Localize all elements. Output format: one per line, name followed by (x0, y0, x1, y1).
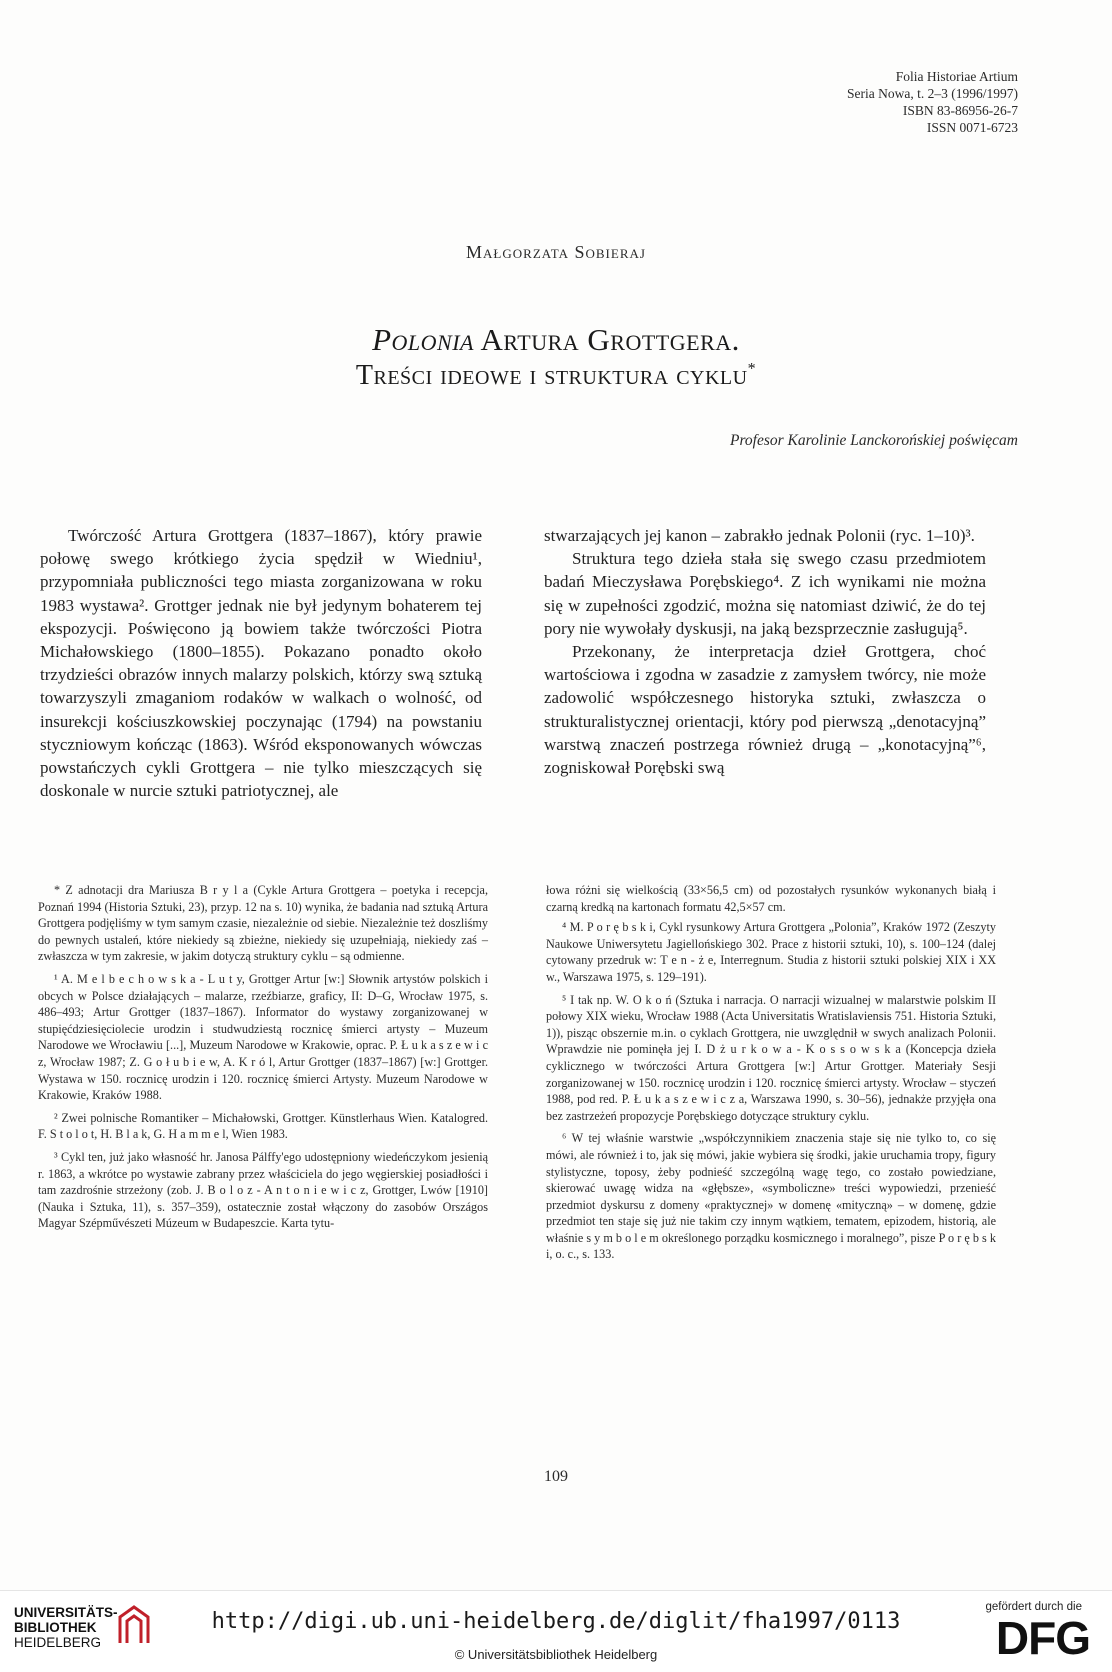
body-paragraph: Twórczość Artura Grottgera (1837–1867), który prawie połowę swego krótkiego życia spędził w Wiedniu¹, przypomniała publiczności tego miasta zorganizowana w roku 1983 wystawa². Grottger jednak nie był jedynym bohaterem tej ekspozycji. Poświęcono ją bowiem także twórczości Piotra Michałowskiego (1800–1855). Pokazano ponadto około trzydzieści obrazów innych malarzy polskich, którzy swą sztuką towarzyszyli zmaganiom rodaków w walkach o wolność, od insurekcji kościuszkowskiej poczynając (1794) na powstaniu styczniowym kończąc (1863). Wśród eksponowanych wówczas powstańczych cykli Grottgera – nie tylko mieszczących się doskonale w nurcie sztuki patriotycznej, ale (40, 526, 482, 801)
footnote-3-continued: łowa różni się wielkością (33×56,5 cm) od pozostałych rysunków wykonanych białą i czarną kredką na kartonach formatu 42,5×57 cm. (546, 883, 996, 914)
author-name: Małgorzata Sobieraj (466, 242, 646, 262)
viewer-footer (0, 1590, 1112, 1672)
title-italic-word: Polonia (372, 322, 474, 357)
page-number: 109 (544, 1468, 568, 1485)
journal-metadata (847, 68, 1018, 136)
body-paragraph: Przekonany, że interpretacja dzieł Grottgera, choć wartościowa i zgodna w zasadzie z zamysłem twórcy, nie może zadowolić współczesnego historyka sztuki, zwłaszcza o strukturalistycznej orientacji, który pod pierwszą „denotacyjną” warstwą znaczeń postrzega również drugą – „konotacyjną”⁶, zogniskował Porębski swą (544, 642, 986, 778)
footnote-1: ¹ A. M e l b e c h o w s k a - L u t y, Grottger Artur [w:] Słownik artystów polskich i obcych w Polsce działających – malarze, rzeźbiarze, graficy, II: D–G, Wrocław 1975, s. 486–493; Artur Grottger (1837–1867). Informator do wystawy zorganizowanej w stupięćdziesięciolecie urodzin i studwudziestą rocznicę śmierci artysty – Muzeum Narodowe we Wrocławiu [...], Muzeum Narodowe w Krakowie, oprac. P. Ł u k a s z e w i c z, Wrocław 1987; Z. G o ł u b i e w, A. K r ó l, Artur Grottger (1837–1867) [w:] Grottger. Wystawa w 150. rocznicę urodzin i 120. rocznicę śmierci Artysty. Muzeum Narodowe w Krakowie, Kraków 1988. (38, 971, 488, 1103)
isbn: ISBN 83-86956-26-7 (902, 103, 1018, 118)
funding-note: gefördert durch die (985, 1601, 1082, 1613)
ub-line3: HEIDELBERG (14, 1635, 102, 1650)
title-footnote-mark: * (747, 360, 757, 378)
footnote-3: ³ Cykl ten, już jako własność hr. Janosa Pálffy'ego udostępniony wiedeńczykom jesienią r. 1863, a wkrótce po wystawie zabrany przez właściciela do jego węgierskiej posiadłości i tam zazdrośnie strzeżony (zob. J. B o l o z - A n t o n i e w i c z, Grottger, Lwów [1910] (Nauka i Sztuka, 11), s. 357–359), ostatecznie został włączony do zasobów Országos Magyar Szépművészeti Múzeum w Budapeszcie. Karta tytu- (38, 1149, 488, 1231)
body-paragraph: Struktura tego dzieła stała się swego czasu przedmiotem badań Mieczysława Porębskiego⁴. Z ich wynikami nie można się w zupełności zgodzić, można się natomiast dziwić, że do tej pory nie wywołały dyskusji, na jaką bezsprzecznie zasługują⁵. (544, 549, 986, 638)
footnotes-left (38, 882, 488, 1238)
footnote-2: ² Zwei polnische Romantiker – Michałowski, Grottger. Künstlerhaus Wien. Katalogred. F. S t o l o t, H. B l a k, G. H a m m e l, Wien 1983. (38, 1110, 488, 1142)
footnote-4: ⁴ M. P o r ę b s k i, Cykl rysunkowy Artura Grottgera „Polonia”, Kraków 1972 (Zeszyty Naukowe Uniwersytetu Jagiellońskiego 302. Prace z historii sztuki, 10), s. 100–124 (dalej cytowany przedruk w: T e n - ż e, Interregnum. Studia z historii sztuki polskiej XIX i XX w., Warszawa 1975, s. 129–191). (546, 920, 996, 984)
journal-series: Seria Nowa, t. 2–3 (1996/1997) (847, 86, 1018, 101)
ub-line2: BIBLIOTHEK (14, 1620, 97, 1635)
footnote-star: * Z adnotacji dra Mariusza B r y l a (Cykle Artura Grottgera – poetyka i recepcja, Poznań 1994 (Historia Sztuki, 23), przyp. 12 na s. 10) wynika, że badania nad sztuką Artura Grottgera podjęliśmy w tym samym czasie, niezależnie od siebie. Niezależnie też doszliśmy do pewnych ustaleń, które niekiedy są zbieżne, niekiedy się uzupełniają, niekiedy zaś – zwłaszcza w tym zakresie, w jakim dotyczą struktury cyklu – są odmienne. (38, 883, 488, 964)
body-column-left (40, 524, 482, 802)
permalink-url[interactable]: http://digi.ub.uni-heidelberg.de/diglit/fha1997/0113 (211, 1609, 901, 1634)
title-rest: Artura Grottgera. (480, 322, 740, 357)
copyright-notice: © Universitätsbibliothek Heidelberg (454, 1647, 658, 1662)
dfg-logo[interactable]: DFG (995, 1612, 1090, 1664)
body-column-right (544, 524, 986, 779)
journal-name: Folia Historiae Artium (895, 69, 1018, 84)
issn: ISSN 0071-6723 (926, 120, 1018, 135)
article-title-line1 (0, 322, 1112, 358)
ub-line1: UNIVERSITÄTS- (14, 1605, 118, 1620)
footnote-6: ⁶ W tej właśnie warstwie „współczynnikiem znaczenia staje się nie tylko to, co się mówi, ale również i to, jak się mówi, jakie wybiera się środki, jakie uruchamia tropy, figury stylistyczne, toposy, żeby podnieść szczególną wagę tego, co zostało powiedziane, skierować uwagę widza na «głębsze», «symboliczne» treści wypowiedzi, przenieść przedmiot dyskursu z domeny «praktycznej» w domenę «mityczną» – w domenę, gdzie przedmiot ten staje się już nie takim czy innym wątkiem, tematem, epizodem, historią, ale właśnie s y m b o l e m określonego porządku kosmicznego i moralnego”, pisze P o r ę b s k i, o. c., s. 133. (546, 1131, 996, 1262)
body-paragraph-continued: stwarzających jej kanon – zabrakło jednak Polonii (ryc. 1–10)³. (544, 526, 975, 545)
title-subtitle: Treści ideowe i struktura cyklu (355, 360, 748, 391)
footnote-5: ⁵ I tak np. W. O k o ń (Sztuka i narracja. O narracji wizualnej w malarstwie polskim II połowy XIX wieku, Wrocław 1988 (Acta Universitatis Wratislaviensis 751. Historia Sztuki, 1)), pisząc obszernie m.in. o cyklach Grottgera, nie uwzględnił w swych analizach Polonii. Wprawdzie nie pominęła jej I. D ż u r k o w a - K o s s o w s k a (Koncepcja dzieła cyklicznego w twórczości Artura Grottgera [w:] Artur Grottger. Materiały Sesji zorganizowanej w 150. rocznicę urodzin i 120. rocznicę śmierci artysty. Wrocław – styczeń 1988, pod red. P. Ł u k a s z e w i c z a, Warszawa 1990, s. 30–56), jednakże przyjęła ona bez zastrzeżeń propozycje Porębskiego dotyczące struktury cyklu. (546, 992, 996, 1123)
footnotes-right (546, 882, 996, 1269)
dedication: Profesor Karolinie Lanckorońskiej poświęcam (729, 432, 1018, 449)
article-title-line2 (0, 360, 1112, 392)
